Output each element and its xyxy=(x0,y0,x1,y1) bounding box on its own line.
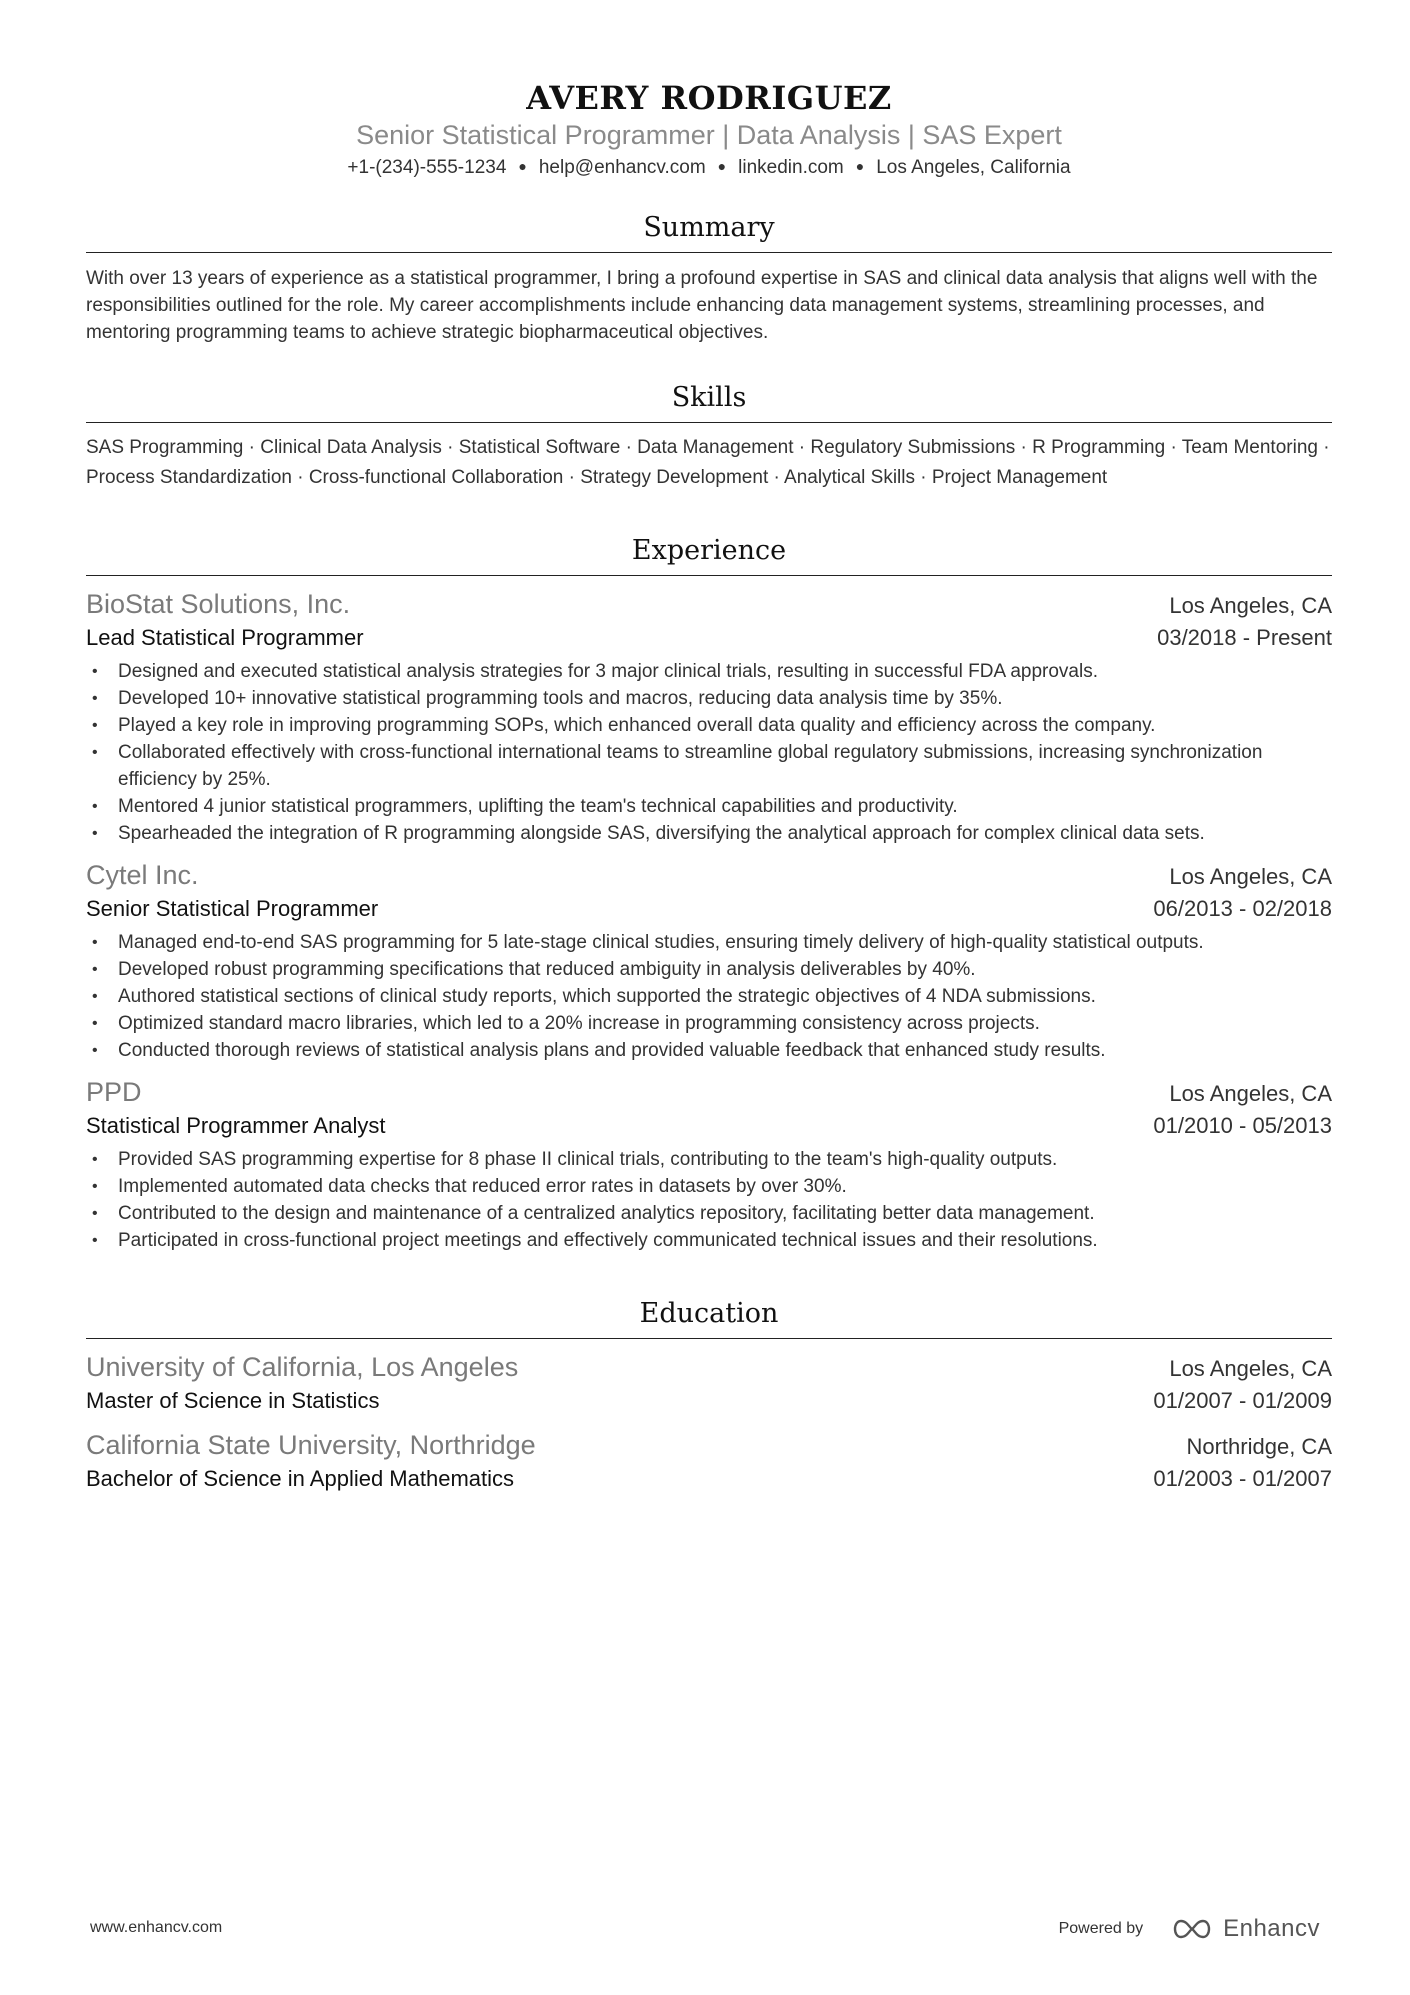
list-item: • Managed end-to-end SAS programming for 5 late-stage clinical studies, ensuring timely delivery of high-quality statistical outputs. xyxy=(86,929,1332,956)
list-item: • Spearheaded the integration of R programming alongside SAS, diversifying the analytical approach for complex clinical data sets. xyxy=(86,820,1332,847)
section-title-summary: Summary xyxy=(86,210,1332,253)
list-item: • Optimized standard macro libraries, which led to a 20% increase in programming consistency across projects. xyxy=(86,1010,1332,1037)
list-item: • Collaborated effectively with cross-functional international teams to streamline global regulatory submissions, increasing synchronization efficiency by 25%. xyxy=(86,739,1332,793)
contact-phone: +1-(234)-555-1234 xyxy=(347,157,507,178)
job-bullets xyxy=(86,1146,1332,1254)
list-item: • Provided SAS programming expertise for 8 phase II clinical trials, contributing to the team's high-quality outputs. xyxy=(86,1146,1332,1173)
company-name: Cytel Inc. xyxy=(86,860,199,890)
candidate-name: AVERY RODRIGUEZ xyxy=(526,79,892,117)
job-dates: 06/2013 - 02/2018 xyxy=(1153,896,1332,921)
list-item: • Contributed to the design and maintenance of a centralized analytics repository, facilitating better data management. xyxy=(86,1200,1332,1227)
experience-entry xyxy=(86,857,1332,1064)
section-title-experience: Experience xyxy=(86,533,1332,576)
company-name: BioStat Solutions, Inc. xyxy=(86,589,351,619)
education-entry xyxy=(86,1427,1332,1495)
list-item: • Mentored 4 junior statistical programmers, uplifting the team's technical capabilities and productivity. xyxy=(86,793,1332,820)
enhancv-brand-name: Enhancv xyxy=(1223,1915,1320,1942)
page-footer xyxy=(90,1915,1320,1945)
degree-name: Master of Science in Statistics xyxy=(86,1388,380,1413)
section-title-skills: Skills xyxy=(86,380,1332,423)
education-dates: 01/2007 - 01/2009 xyxy=(1153,1388,1332,1413)
skills-list: SAS Programming · Clinical Data Analysis · Statistical Software · Data Management · Regulatory Submissions · R Programming · Team Mentoring · Process Standardization · Cross-functional Collaboration · Strategy Development · Analytical Skills · Project Management xyxy=(86,437,1330,488)
summary-text: With over 13 years of experience as a statistical programmer, I bring a profound expertise in SAS and clinical data analysis that aligns well with the responsibilities outlined for the role. My career accomplishments include enhancing data management systems, streamlining processes, and mentoring programming teams to achieve strategic biopharmaceutical objectives. xyxy=(86,268,1318,343)
list-item: • Developed robust programming specifications that reduced ambiguity in analysis deliverables by 40%. xyxy=(86,956,1332,983)
school-name: University of California, Los Angeles xyxy=(86,1352,519,1382)
section-title-education: Education xyxy=(86,1296,1332,1339)
bullet-separator-icon: ● xyxy=(855,158,865,174)
education-entry xyxy=(86,1349,1332,1417)
candidate-tagline: Senior Statistical Programmer | Data Analysis | SAS Expert xyxy=(356,120,1062,150)
education-dates: 01/2003 - 01/2007 xyxy=(1153,1466,1332,1491)
job-bullets xyxy=(86,658,1332,847)
contact-location: Los Angeles, California xyxy=(876,157,1071,178)
contact-line xyxy=(86,152,1332,182)
job-title: Senior Statistical Programmer xyxy=(86,896,379,921)
list-item: • Played a key role in improving programming SOPs, which enhanced overall data quality and efficiency across the company. xyxy=(86,712,1332,739)
list-item: • Implemented automated data checks that reduced error rates in datasets by over 30%. xyxy=(86,1173,1332,1200)
list-item: • Developed 10+ innovative statistical programming tools and macros, reducing data analysis time by 35%. xyxy=(86,685,1332,712)
list-item: • Authored statistical sections of clinical study reports, which supported the strategic objectives of 4 NDA submissions. xyxy=(86,983,1332,1010)
school-location: Northridge, CA xyxy=(1186,1434,1332,1459)
job-location: Los Angeles, CA xyxy=(1169,1081,1332,1106)
job-bullets xyxy=(86,929,1332,1064)
company-name: PPD xyxy=(86,1077,142,1107)
job-title: Statistical Programmer Analyst xyxy=(86,1113,386,1138)
school-location: Los Angeles, CA xyxy=(1169,1356,1332,1381)
contact-linkedin[interactable]: linkedin.com xyxy=(738,157,844,178)
list-item: • Participated in cross-functional project meetings and effectively communicated technical issues and their resolutions. xyxy=(86,1227,1332,1254)
footer-website-link[interactable]: www.enhancv.com xyxy=(90,1919,223,1936)
bullet-separator-icon: ● xyxy=(717,158,727,174)
powered-by-label: Powered by xyxy=(1058,1920,1144,1937)
bullet-separator-icon: ● xyxy=(518,158,527,174)
resume-page xyxy=(86,0,1332,1495)
job-dates: 01/2010 - 05/2013 xyxy=(1153,1113,1332,1138)
list-item: • Conducted thorough reviews of statistical analysis plans and provided valuable feedback that enhanced study results. xyxy=(86,1037,1332,1064)
school-name: California State University, Northridge xyxy=(86,1430,536,1460)
list-item: • Designed and executed statistical analysis strategies for 3 major clinical trials, resulting in successful FDA approvals. xyxy=(86,658,1332,685)
footer-branding xyxy=(1059,1915,1320,1943)
job-location: Los Angeles, CA xyxy=(1169,593,1332,618)
contact-email[interactable]: help@enhancv.com xyxy=(538,157,706,178)
job-title: Lead Statistical Programmer xyxy=(86,625,364,650)
enhancv-logo-icon xyxy=(1169,1917,1215,1941)
degree-name: Bachelor of Science in Applied Mathematics xyxy=(86,1466,515,1491)
experience-entry xyxy=(86,586,1332,847)
job-dates: 03/2018 - Present xyxy=(1157,625,1332,650)
job-location: Los Angeles, CA xyxy=(1169,864,1332,889)
experience-entry xyxy=(86,1074,1332,1254)
